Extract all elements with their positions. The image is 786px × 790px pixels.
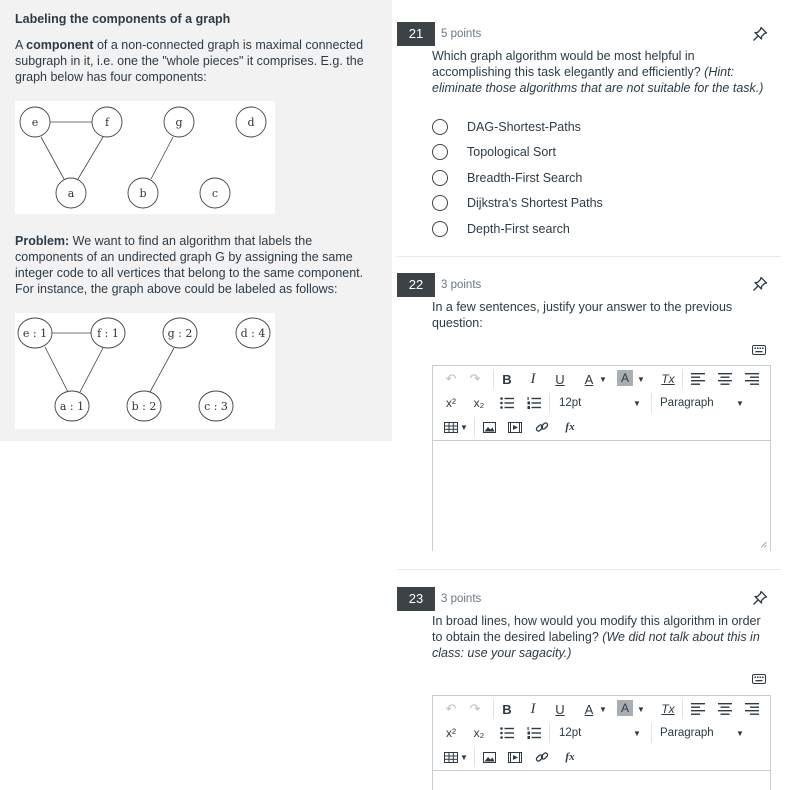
undo-icon[interactable]: ↶ [445,701,457,716]
component-graph-figure [15,101,275,214]
subscript-button[interactable]: x₂ [473,396,485,410]
text-color-button[interactable]: A [584,371,594,387]
highlight-color-button[interactable]: A [617,700,633,716]
bold-button[interactable]: B [502,371,512,387]
subscript-button[interactable]: x₂ [473,726,485,740]
question-text-23: In broad lines, how would you modify this algorithm in order to obtain the desired labeling? (We did not talk about this in class: use your sagacity.) [432,614,761,660]
answer-textarea[interactable] [433,441,770,551]
redo-icon[interactable]: ↷ [469,701,481,716]
block-format-select[interactable]: Paragraph [660,397,714,409]
chevron-down-icon[interactable]: ▼ [637,704,645,714]
graph2-node-f: f : 1 [97,327,119,340]
superscript-button[interactable]: x² [446,396,456,410]
pin-icon[interactable] [752,276,768,292]
undo-icon[interactable]: ↶ [445,371,457,386]
problem-paragraph: Problem: We want to find an algorithm that labels the components of an undirected graph G by assigning the same integer code to all vertices that belong to the same component. For instance, the graph above could be labeled as follows: [15,234,364,296]
graph2-node-b: b : 2 [131,400,157,413]
rich-text-editor [432,365,771,551]
media-icon[interactable] [506,417,524,437]
italic-button[interactable]: I [530,370,536,387]
redo-icon[interactable]: ↷ [469,371,481,386]
formula-button[interactable]: fx [565,751,575,763]
graph1-node-f: f [104,116,110,129]
formula-button[interactable]: fx [565,421,575,433]
question-number-21: 21 [397,22,435,46]
graph1-node-a: a [67,187,75,200]
keyboard-shortcuts-icon[interactable] [752,345,766,355]
question-points-21: 5 points [441,28,482,40]
graph1-node-e: e [31,116,39,129]
answer-option[interactable] [432,142,556,162]
chevron-down-icon[interactable]: ▼ [637,374,645,384]
graph1-node-d: d [247,116,255,129]
align-right-icon[interactable] [742,699,762,719]
radio-button[interactable] [432,170,448,186]
context-panel [0,0,392,441]
chevron-down-icon[interactable]: ▼ [736,728,744,738]
chevron-down-icon[interactable]: ▼ [460,422,468,432]
clear-formatting-button[interactable]: Tx [661,702,675,716]
rich-text-editor [432,695,771,790]
answer-option-label[interactable]: DAG-Shortest-Paths [467,120,581,134]
chevron-down-icon[interactable]: ▼ [460,752,468,762]
editor-toolbar [433,366,770,441]
answer-option-label[interactable]: Breadth-First Search [467,171,583,185]
resize-handle-icon[interactable] [760,541,767,548]
question-divider [397,569,781,570]
align-center-icon[interactable] [715,369,735,389]
superscript-button[interactable]: x² [446,726,456,740]
radio-button[interactable] [432,119,448,135]
graph1-node-c: c [211,187,219,200]
highlight-color-button[interactable]: A [617,370,633,386]
graph2-node-a: a : 1 [59,400,85,413]
answer-option-label[interactable]: Depth-First search [467,222,570,236]
radio-button[interactable] [432,221,448,237]
numbered-list-icon[interactable] [524,393,544,413]
chevron-down-icon[interactable]: ▼ [599,704,607,714]
clear-formatting-button[interactable]: Tx [661,372,675,386]
align-left-icon[interactable] [688,699,708,719]
intro-paragraph: A component of a non-connected graph is maximal connected subgraph in it, i.e. one the "whole pieces" it comprises. E.g. the graph below has four components: [15,38,364,84]
chevron-down-icon[interactable]: ▼ [633,728,641,738]
bullet-list-icon[interactable] [497,723,517,743]
graph1-node-b: b [139,187,147,200]
graph2-node-g: g : 2 [167,327,193,340]
answer-option[interactable] [432,219,570,239]
numbered-list-icon[interactable] [524,723,544,743]
keyboard-shortcuts-icon[interactable] [752,674,766,684]
table-icon[interactable] [443,417,459,437]
align-center-icon[interactable] [715,699,735,719]
question-points-23: 3 points [441,593,482,605]
italic-button[interactable]: I [530,700,536,717]
context-title: Labeling the components of a graph [15,12,231,26]
chevron-down-icon[interactable]: ▼ [633,398,641,408]
question-divider [397,256,781,257]
bullet-list-icon[interactable] [497,393,517,413]
question-text-21: Which graph algorithm would be most helpful in accomplishing this task elegantly and efficiently? (Hint: eliminate those algorithms that are not suitable for the task.) [432,49,764,95]
answer-textarea[interactable] [433,771,770,790]
graph2-node-d: d : 4 [240,327,266,340]
bold-button[interactable]: B [502,701,512,717]
image-icon[interactable] [480,417,498,437]
answer-option-label[interactable]: Dijkstra's Shortest Paths [467,196,603,210]
question-number-22: 22 [397,273,435,297]
block-format-select[interactable]: Paragraph [660,727,714,739]
media-icon[interactable] [506,747,524,767]
font-size-select[interactable]: 12pt [559,397,582,409]
labeled-graph-figure [15,313,275,429]
radio-button[interactable] [432,195,448,211]
graph2-node-c: c : 3 [204,400,228,413]
graph1-node-g: g [175,116,183,129]
answer-option[interactable] [432,117,581,137]
pin-icon[interactable] [752,26,768,42]
answer-option-label[interactable]: Topological Sort [467,145,556,159]
question-points-22: 3 points [441,279,482,291]
editor-toolbar [433,696,770,771]
image-icon[interactable] [480,747,498,767]
pin-icon[interactable] [752,590,768,606]
underline-button[interactable]: U [555,371,565,387]
table-icon[interactable] [443,747,459,767]
chevron-down-icon[interactable]: ▼ [599,374,607,384]
question-text-22: In a few sentences, justify your answer to the previous question: [432,300,733,330]
link-icon[interactable] [533,417,551,437]
radio-button[interactable] [432,144,448,160]
question-number-23: 23 [397,587,435,611]
graph2-node-e: e : 1 [22,327,48,340]
underline-button[interactable]: U [555,701,565,717]
align-right-icon[interactable] [742,369,762,389]
align-left-icon[interactable] [688,369,708,389]
chevron-down-icon[interactable]: ▼ [736,398,744,408]
link-icon[interactable] [533,747,551,767]
answer-option[interactable] [432,193,603,213]
text-color-button[interactable]: A [584,701,594,717]
font-size-select[interactable]: 12pt [559,727,582,739]
answer-option[interactable] [432,168,582,188]
